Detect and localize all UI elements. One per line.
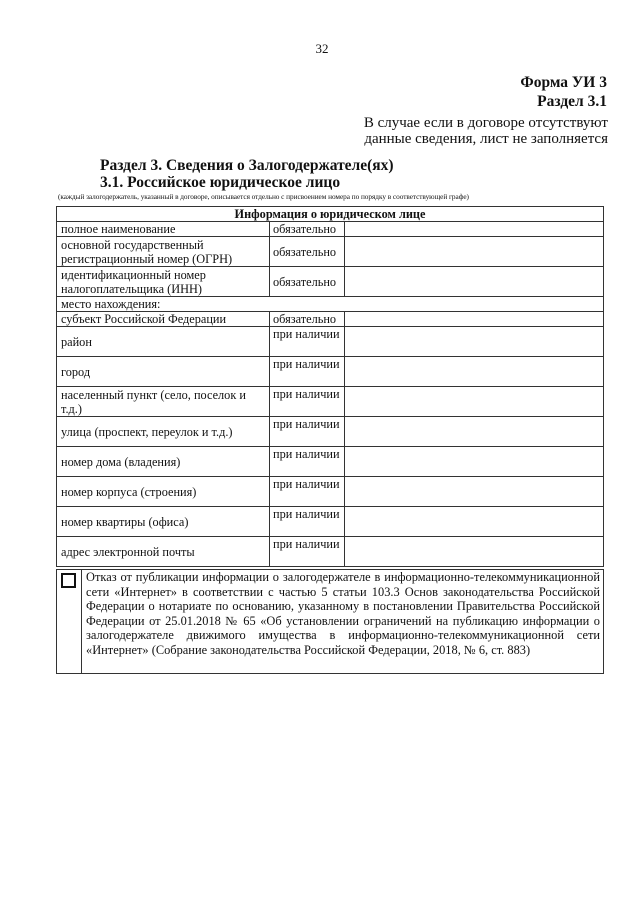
field-value-inn[interactable]	[345, 267, 604, 297]
table-header: Информация о юридическом лице	[57, 207, 604, 222]
table-row	[57, 357, 604, 387]
field-value-federal-subject[interactable]	[345, 312, 604, 327]
field-label-settlement: населенный пункт (село, поселок и т.д.)	[57, 387, 270, 417]
fill-note	[364, 115, 608, 147]
form-section: Раздел 3.1	[537, 93, 607, 110]
field-requirement: при наличии	[270, 327, 345, 357]
refusal-checkbox-cell	[57, 570, 82, 673]
legal-entity-info-table	[56, 206, 604, 567]
field-value-street[interactable]	[345, 417, 604, 447]
table-row	[57, 537, 604, 567]
field-requirement: при наличии	[270, 507, 345, 537]
refusal-checkbox[interactable]	[61, 573, 76, 588]
field-requirement: при наличии	[270, 447, 345, 477]
table-row	[57, 477, 604, 507]
location-label-row	[57, 297, 604, 312]
table-header-row	[57, 207, 604, 222]
location-label: место нахождения:	[57, 297, 604, 312]
table-row	[57, 327, 604, 357]
field-requirement: при наличии	[270, 537, 345, 567]
field-requirement: при наличии	[270, 417, 345, 447]
field-label-email: адрес электронной почты	[57, 537, 270, 567]
field-value-email[interactable]	[345, 537, 604, 567]
field-value-house-number[interactable]	[345, 447, 604, 477]
field-requirement: обязательно	[270, 267, 345, 297]
field-requirement: обязательно	[270, 237, 345, 267]
field-value-office-number[interactable]	[345, 507, 604, 537]
table-row	[57, 447, 604, 477]
table-row	[57, 312, 604, 327]
field-value-district[interactable]	[345, 327, 604, 357]
table-row	[57, 417, 604, 447]
field-value-ogrn[interactable]	[345, 237, 604, 267]
table-row	[57, 387, 604, 417]
field-requirement: при наличии	[270, 357, 345, 387]
fill-note-line-2: данные сведения, лист не заполняется	[364, 131, 608, 147]
table-row	[57, 507, 604, 537]
field-requirement: при наличии	[270, 477, 345, 507]
fill-note-line-1: В случае если в договоре отсутствуют	[363, 115, 608, 131]
field-label-house-number: номер дома (владения)	[57, 447, 270, 477]
table-row	[57, 222, 604, 237]
form-identifier	[520, 73, 607, 111]
field-label-district: район	[57, 327, 270, 357]
subsection-title: 3.1. Российское юридическое лицо	[100, 174, 341, 191]
field-requirement: обязательно	[270, 312, 345, 327]
field-value-settlement[interactable]	[345, 387, 604, 417]
publication-refusal-block	[56, 569, 604, 674]
field-label-inn: идентификационный номер налогоплательщика (ИНН)	[57, 267, 270, 297]
field-value-city[interactable]	[345, 357, 604, 387]
page-number: 32	[315, 41, 329, 56]
subsection-note: (каждый залогодержатель, указанный в договоре, описывается отдельно с присвоением номера по порядку в соответствующей графе)	[58, 192, 469, 201]
field-label-ogrn: основной государственный регистрационный номер (ОГРН)	[57, 237, 270, 267]
field-requirement: обязательно	[270, 222, 345, 237]
form-name: Форма УИ 3	[520, 74, 607, 91]
field-value-full-name[interactable]	[345, 222, 604, 237]
section-title: Раздел 3. Сведения о Залогодержателе(ях)	[100, 157, 394, 174]
table-row	[57, 267, 604, 297]
field-label-federal-subject: субъект Российской Федерации	[57, 312, 270, 327]
field-label-street: улица (проспект, переулок и т.д.)	[57, 417, 270, 447]
field-label-full-name: полное наименование	[57, 222, 270, 237]
field-label-city: город	[57, 357, 270, 387]
field-requirement: при наличии	[270, 387, 345, 417]
refusal-text: Отказ от публикации информации о залогодержателе в информационно-телекоммуникационной сети «Интернет» в соответствии с частью 5 статьи 103.3 Основ законодательства Российской Федерации о нотариате по основанию, указанному в постановлении Правительства Российской Федерации от 25.01.2018 № 65 «Об установлении ограничений на публикацию информации о залогодержателе движимого имущества в информационно-телекоммуникационной сети «Интернет» (Собрание законодательства Российской Федерации, 2018, № 6, ст. 883)	[86, 570, 600, 657]
field-value-building-number[interactable]	[345, 477, 604, 507]
table-row	[57, 237, 604, 267]
field-label-office-number: номер квартиры (офиса)	[57, 507, 270, 537]
field-label-building-number: номер корпуса (строения)	[57, 477, 270, 507]
